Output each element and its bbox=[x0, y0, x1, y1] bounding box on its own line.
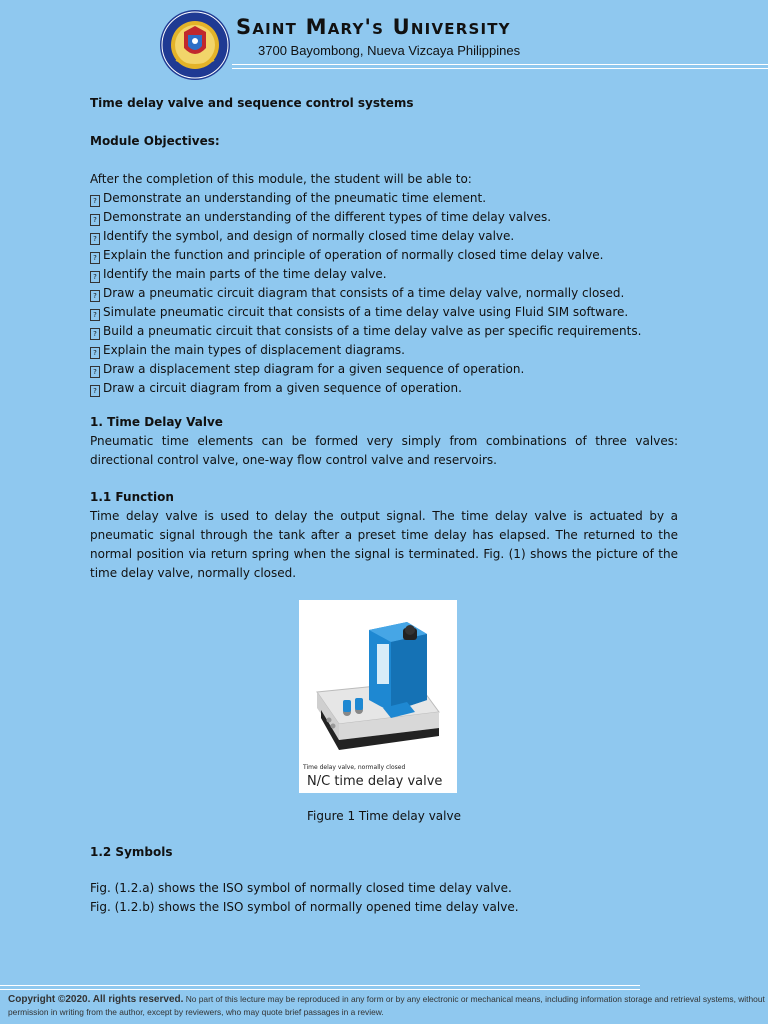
university-name: Saint Mary's University bbox=[236, 15, 511, 39]
copyright-text: Copyright ©2020. All rights reserved. bbox=[8, 994, 184, 1005]
bullet-icon: ? bbox=[90, 347, 100, 359]
bullet-icon: ? bbox=[90, 214, 100, 226]
figure-label: N/C time delay valve bbox=[307, 774, 443, 789]
list-item: ? Demonstrate an understanding of the pneumatic time element. bbox=[90, 189, 678, 208]
bullet-icon: ? bbox=[90, 252, 100, 264]
bullet-icon: ? bbox=[90, 271, 100, 283]
section-1-2-line-a: Fig. (1.2.a) shows the ISO symbol of normally closed time delay valve. bbox=[90, 881, 512, 895]
list-item: ? Identify the symbol, and design of normally closed time delay valve. bbox=[90, 227, 678, 246]
list-item: ? Explain the main types of displacement diagrams. bbox=[90, 341, 678, 360]
header-divider-2 bbox=[232, 68, 768, 69]
bullet-icon: ? bbox=[90, 195, 100, 207]
list-item: ? Draw a circuit diagram from a given sequence of operation. bbox=[90, 379, 678, 398]
objectives-list bbox=[90, 189, 678, 398]
document-body bbox=[90, 94, 678, 917]
list-item: ? Build a pneumatic circuit that consists of a time delay valve as per specific requirements. bbox=[90, 322, 678, 341]
copyright-notice: No part of this lecture may be reproduced in any form or by any electronic or mechanical means, including information storage and retrieval systems, without permission in writing from the author, except by reviewers, who may quote brief passages in a review. bbox=[8, 994, 765, 1017]
list-item: ? Simulate pneumatic circuit that consists of a time delay valve using Fluid SIM software. bbox=[90, 303, 678, 322]
list-item: ? Draw a displacement step diagram for a given sequence of operation. bbox=[90, 360, 678, 379]
bullet-icon: ? bbox=[90, 233, 100, 245]
page-header bbox=[0, 0, 768, 90]
list-item: ? Explain the function and principle of operation of normally closed time delay valve. bbox=[90, 246, 678, 265]
footer-divider-2 bbox=[0, 989, 640, 990]
bullet-icon: ? bbox=[90, 290, 100, 302]
section-1-1-heading: 1.1 Function bbox=[90, 490, 174, 504]
list-item: ? Draw a pneumatic circuit diagram that consists of a time delay valve, normally closed. bbox=[90, 284, 678, 303]
section-1-text: Pneumatic time elements can be formed very simply from combinations of three valves: directional control valve, one-way flow control valve and reservoirs. bbox=[90, 434, 678, 467]
footer-divider bbox=[0, 985, 640, 986]
figure-inner-caption: Time delay valve, normally closed bbox=[303, 764, 406, 771]
objectives-intro: After the completion of this module, the student will be able to: bbox=[90, 172, 472, 186]
bullet-icon: ? bbox=[90, 366, 100, 378]
section-1-2-heading: 1.2 Symbols bbox=[90, 845, 173, 859]
section-1-2-line-b: Fig. (1.2.b) shows the ISO symbol of normally opened time delay valve. bbox=[90, 900, 519, 914]
figure-1-caption: Figure 1 Time delay valve bbox=[307, 809, 461, 823]
objectives-heading: Module Objectives: bbox=[90, 134, 220, 148]
section-1-1-text: Time delay valve is used to delay the output signal. The time delay valve is actuated by a pneumatic signal through the tank after a preset time delay has elapsed. The returned to the normal position via return spring when the signal is terminated. Fig. (1) shows the picture of the time delay valve, normally closed. bbox=[90, 509, 678, 580]
university-seal-icon bbox=[158, 8, 232, 82]
list-item: ? Identify the main parts of the time delay valve. bbox=[90, 265, 678, 284]
figure-1-image bbox=[299, 600, 457, 793]
list-item: ? Demonstrate an understanding of the different types of time delay valves. bbox=[90, 208, 678, 227]
section-1-heading: 1. Time Delay Valve bbox=[90, 415, 223, 429]
bullet-icon: ? bbox=[90, 328, 100, 340]
document-title: Time delay valve and sequence control systems bbox=[90, 96, 414, 110]
header-divider bbox=[232, 64, 768, 65]
page-footer bbox=[8, 993, 766, 1018]
bullet-icon: ? bbox=[90, 309, 100, 321]
university-address: 3700 Bayombong, Nueva Vizcaya Philippines bbox=[258, 43, 521, 58]
bullet-icon: ? bbox=[90, 385, 100, 397]
